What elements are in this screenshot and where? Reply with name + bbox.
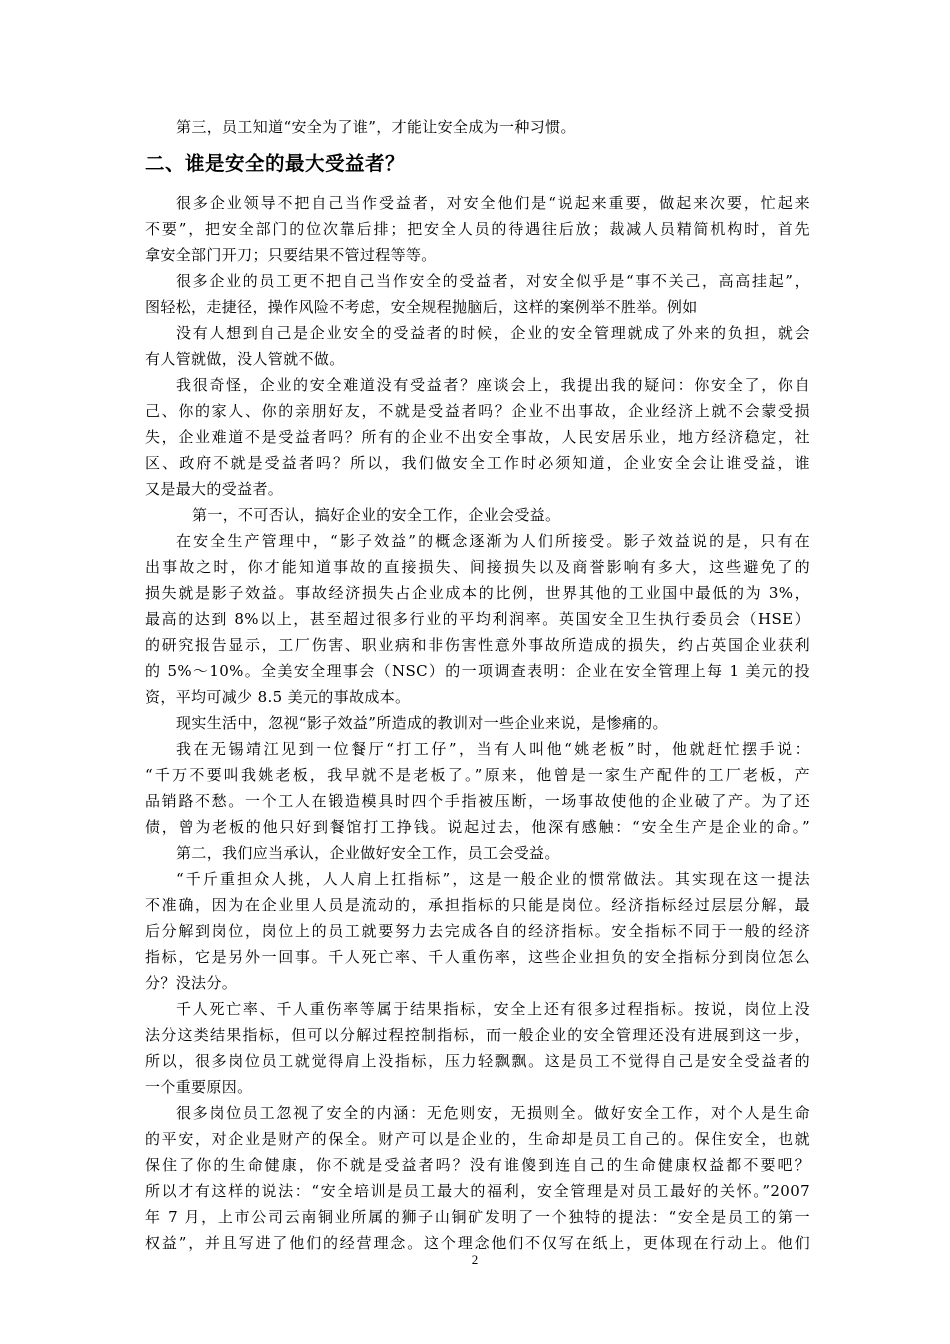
text-line: 图轻松，走捷径，操作风险不考虑，安全规程抛脑后，这样的案例举不胜举。例如	[145, 298, 698, 316]
text-line: 的平安，对企业是财产的保全。财产可以是企业的，生命却是员工自己的。保住安全，也就	[145, 1130, 810, 1148]
text-line: 资，平均可减少 8.5 美元的事故成本。	[145, 688, 411, 706]
text-line: 很多企业领导不把自己当作受益者，对安全他们是“说起来重要，做起来次要，忙起来	[176, 194, 810, 212]
text-line: 指标，它是另外一回事。千人死亡率、千人重伤率，这些企业担负的安全指标分到岗位怎么	[145, 948, 810, 966]
text-line: 我很奇怪，企业的安全难道没有受益者？座谈会上，我提出我的疑问：你安全了，你自	[176, 376, 810, 394]
text-line: 出事故之时，你才能知道事故的直接损失、间接损失以及商誉影响有多大，这些避免了的	[145, 558, 810, 576]
text-line: 保住了你的生命健康，你不就是受益者吗？没有谁傻到连自己的生命健康权益都不要吧？	[145, 1156, 810, 1174]
text-line: 后分解到岗位，岗位上的员工就要努力去完成各自的经济指标。安全指标不同于一般的经济	[145, 922, 810, 940]
paragraph-second-point: 第二，我们应当承认，企业做好安全工作，员工会受益。	[176, 844, 560, 862]
text-line: 失，企业难道不是受益者吗？所有的企业不出安全事故，人民安居乐业，地方经济稳定，社	[145, 428, 810, 446]
paragraph	[145, 866, 810, 996]
text-line: 己、你的家人、你的亲朋好友，不就是受益者吗？企业不出事故，企业经济上就不会蒙受损	[145, 402, 810, 420]
text-line: 很多企业的员工更不把自己当作安全的受益者，对安全似乎是“事不关己，高高挂起”，	[176, 272, 810, 290]
text-line: “千万不要叫我姚老板，我早就不是老板了。”原来，他曾是一家生产配件的工厂老板，产	[145, 766, 810, 784]
paragraph	[145, 996, 810, 1100]
text-line: 品销路不愁。一个工人在锻造模具时四个手指被压断，一场事故使他的企业破了产。为了还	[145, 792, 810, 810]
text-line: 所以，很多岗位员工就觉得肩上没指标，压力轻飘飘。这是员工不觉得自己是安全受益者的	[145, 1052, 810, 1070]
text-line: 没有人想到自己是企业安全的受益者的时候，企业的安全管理就成了外来的负担，就会	[176, 324, 810, 342]
text-line: 损失就是影子效益。事故经济损失占企业成本的比例，世界其他的工业国中最低的为 3%，	[145, 584, 810, 602]
document-body	[145, 114, 810, 1256]
text-line: 权益”，并且写进了他们的经营理念。这个理念他们不仅写在纸上，更体现在行动上。他们	[145, 1234, 810, 1252]
text-line: 又是最大的受益者。	[145, 480, 284, 498]
text-line: 的 5%～10%。全美安全理事会（NSC）的一项调查表明：企业在安全管理上每 1 美元的投	[145, 662, 810, 680]
section-heading: 二、谁是安全的最大受益者？	[145, 152, 406, 175]
text-line: 不准确，因为在企业里人员是流动的，承担指标的只能是岗位。经济指标经过层层分解，最	[145, 896, 810, 914]
text-line: 很多岗位员工忽视了安全的内涵：无危则安，无损则全。做好安全工作，对个人是生命	[176, 1104, 810, 1122]
paragraph: 现实生活中，忽视“影子效益”所造成的教训对一些企业来说，是惨痛的。	[176, 714, 668, 732]
paragraph	[145, 528, 810, 710]
paragraph	[145, 190, 810, 268]
text-line: 区、政府不就是受益者吗？所以，我们做安全工作时必须知道，企业安全会让谁受益，谁	[145, 454, 810, 472]
text-line: 年 7 月，上市公司云南铜业所属的狮子山铜矿发明了一个独特的提法：“安全是员工的第一	[145, 1208, 810, 1226]
page-number: 2	[471, 1252, 479, 1267]
text-line: 千人死亡率、千人重伤率等属于结果指标，安全上还有很多过程指标。按说，岗位上没	[176, 1000, 810, 1018]
text-line: 所以才有这样的说法：“安全培训是员工最大的福利，安全管理是对员工最好的关怀。”2007	[145, 1182, 810, 1200]
text-line: 拿安全部门开刀；只要结果不管过程等等。	[145, 246, 437, 264]
paragraph	[145, 736, 810, 840]
text-line: 有人管就做，没人管就不做。	[145, 350, 345, 368]
text-line: 最高的达到 8%以上，甚至超过很多行业的平均利润率。英国安全卫生执行委员会（HSE）	[145, 610, 810, 628]
paragraph	[145, 1100, 810, 1256]
paragraph	[145, 320, 810, 372]
paragraph-first-point: 第一，不可否认，搞好企业的安全工作，企业会受益。	[192, 506, 561, 524]
text-line: “千斤重担众人挑，人人肩上扛指标”，这是一般企业的惯常做法。其实现在这一提法	[176, 870, 810, 888]
text-line: 不要”，把安全部门的位次靠后排；把安全人员的待遇往后放；裁减人员精简机构时，首先	[145, 220, 810, 238]
text-line: 的研究报告显示，工厂伤害、职业病和非伤害性意外事故所造成的损失，约占英国企业获利	[145, 636, 810, 654]
paragraph	[145, 372, 810, 502]
text-line: 在安全生产管理中，“影子效益”的概念逐渐为人们所接受。影子效益说的是，只有在	[176, 532, 810, 550]
text-line: 债，曾为老板的他只好到餐馆打工挣钱。说起过去，他深有感触：“安全生产是企业的命。”	[145, 818, 810, 836]
text-line: 一个重要原因。	[145, 1078, 253, 1096]
paragraph-third-point: 第三，员工知道“安全为了谁”，才能让安全成为一种习惯。	[176, 118, 576, 136]
text-line: 我在无锡靖江见到一位餐厅“打工仔”，当有人叫他“姚老板”时，他就赶忙摆手说：	[176, 740, 810, 758]
paragraph	[145, 268, 810, 320]
text-line: 分？没法分。	[145, 974, 238, 992]
text-line: 法分这类结果指标，但可以分解过程控制指标，而一般企业的安全管理还没有进展到这一步，	[145, 1026, 810, 1044]
